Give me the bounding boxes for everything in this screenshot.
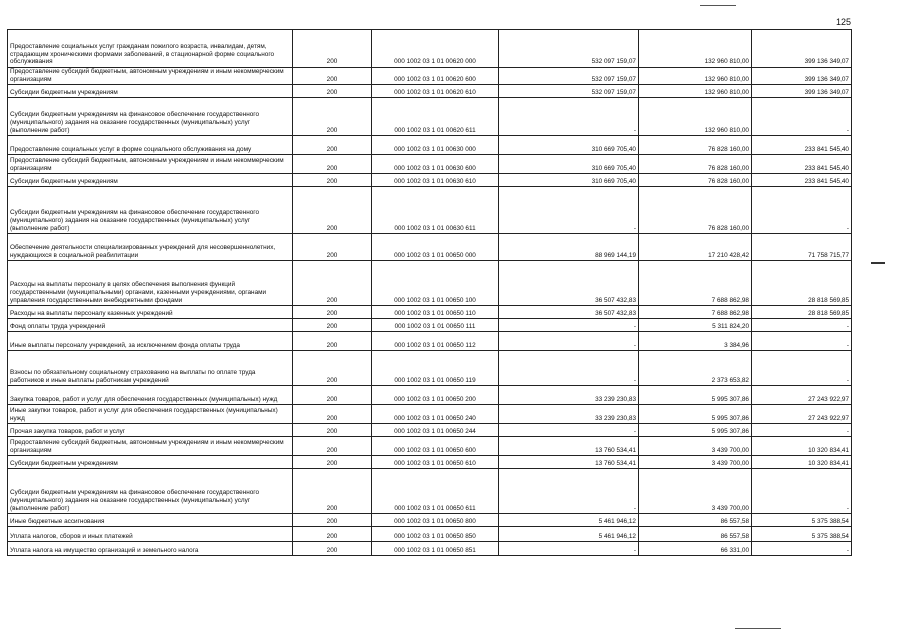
row-executed-amount: 3 439 700,00 xyxy=(639,456,752,469)
row-unexecuted-amount: - xyxy=(752,469,852,514)
row-approved-amount: - xyxy=(499,351,639,386)
table-row xyxy=(8,527,852,542)
row-executed-amount: 86 557,58 xyxy=(639,527,752,542)
row-name: Предоставление субсидий бюджетным, автономным учреждениям и иным некоммерческим организациям xyxy=(8,155,293,174)
row-classification-code: 000 1002 03 1 01 00650 200 xyxy=(372,386,499,405)
row-executed-amount: 76 828 160,00 xyxy=(639,187,752,234)
row-code: 200 xyxy=(293,469,372,514)
row-executed-amount: 2 373 653,82 xyxy=(639,351,752,386)
table-row xyxy=(8,306,852,319)
table-row xyxy=(8,437,852,456)
row-classification-code: 000 1002 03 1 01 00650 611 xyxy=(372,469,499,514)
top-scan-line xyxy=(700,5,736,6)
row-approved-amount: 13 760 534,41 xyxy=(499,437,639,456)
row-name: Предоставление социальных услуг гражданам пожилого возраста, инвалидам, детям, страдающим хроническими формами заболеваний, в стационарной форме социального обслуживания xyxy=(8,30,293,68)
row-name: Обеспечение деятельности специализированных учреждений для несовершеннолетних, нуждающихся в социальной реабилитации xyxy=(8,234,293,261)
table-row xyxy=(8,187,852,234)
row-classification-code: 000 1002 03 1 01 00620 600 xyxy=(372,68,499,85)
row-code: 200 xyxy=(293,155,372,174)
row-unexecuted-amount: - xyxy=(752,542,852,556)
row-name: Субсидии бюджетным учреждениям xyxy=(8,456,293,469)
row-approved-amount: 310 669 705,40 xyxy=(499,155,639,174)
row-unexecuted-amount: 399 136 349,07 xyxy=(752,68,852,85)
table-row xyxy=(8,469,852,514)
row-approved-amount: 5 461 946,12 xyxy=(499,527,639,542)
table-row xyxy=(8,155,852,174)
row-name: Закупка товаров, работ и услуг для обеспечения государственных (муниципальных) нужд xyxy=(8,386,293,405)
table-row xyxy=(8,424,852,437)
row-name: Субсидии бюджетным учреждениям на финансовое обеспечение государственного (муниципального) задания на оказание государственных (муниципальных) услуг (выполнение работ) xyxy=(8,187,293,234)
row-code: 200 xyxy=(293,542,372,556)
table-body xyxy=(8,30,852,556)
row-classification-code: 000 1002 03 1 01 00630 610 xyxy=(372,174,499,187)
table-row xyxy=(8,386,852,405)
row-classification-code: 000 1002 03 1 01 00650 244 xyxy=(372,424,499,437)
row-approved-amount: 532 097 159,07 xyxy=(499,30,639,68)
row-name: Иные бюджетные ассигнования xyxy=(8,514,293,527)
row-code: 200 xyxy=(293,261,372,306)
row-executed-amount: 132 960 810,00 xyxy=(639,98,752,136)
row-approved-amount: - xyxy=(499,469,639,514)
row-approved-amount: 532 097 159,07 xyxy=(499,85,639,98)
row-approved-amount: - xyxy=(499,187,639,234)
row-code: 200 xyxy=(293,174,372,187)
row-approved-amount: 5 461 946,12 xyxy=(499,514,639,527)
row-classification-code: 000 1002 03 1 01 00650 240 xyxy=(372,405,499,424)
table-row xyxy=(8,405,852,424)
row-executed-amount: 7 688 862,98 xyxy=(639,261,752,306)
row-executed-amount: 3 384,96 xyxy=(639,332,752,351)
table-row xyxy=(8,68,852,85)
row-unexecuted-amount: - xyxy=(752,351,852,386)
bottom-scan-line xyxy=(735,628,781,629)
row-unexecuted-amount: 399 136 349,07 xyxy=(752,85,852,98)
row-code: 200 xyxy=(293,437,372,456)
row-name: Предоставление субсидий бюджетным, автономным учреждениям и иным некоммерческим организациям xyxy=(8,68,293,85)
row-executed-amount: 3 439 700,00 xyxy=(639,469,752,514)
row-approved-amount: 33 239 230,83 xyxy=(499,405,639,424)
row-executed-amount: 7 688 862,98 xyxy=(639,306,752,319)
row-unexecuted-amount: - xyxy=(752,187,852,234)
row-code: 200 xyxy=(293,386,372,405)
row-unexecuted-amount: - xyxy=(752,424,852,437)
row-classification-code: 000 1002 03 1 01 00620 000 xyxy=(372,30,499,68)
row-code: 200 xyxy=(293,332,372,351)
row-approved-amount: - xyxy=(499,319,639,332)
row-approved-amount: 33 239 230,83 xyxy=(499,386,639,405)
row-classification-code: 000 1002 03 1 01 00620 611 xyxy=(372,98,499,136)
row-unexecuted-amount: 27 243 922,97 xyxy=(752,386,852,405)
row-approved-amount: 36 507 432,83 xyxy=(499,306,639,319)
row-approved-amount: 310 669 705,40 xyxy=(499,136,639,155)
row-unexecuted-amount: - xyxy=(752,332,852,351)
margin-mark xyxy=(871,262,885,264)
row-name: Уплата налогов, сборов и иных платежей xyxy=(8,527,293,542)
row-classification-code: 000 1002 03 1 01 00650 111 xyxy=(372,319,499,332)
row-executed-amount: 5 995 307,86 xyxy=(639,424,752,437)
row-code: 200 xyxy=(293,30,372,68)
row-name: Взносы по обязательному социальному страхованию на выплаты по оплате труда работников и иные выплаты работникам учреждений xyxy=(8,351,293,386)
row-classification-code: 000 1002 03 1 01 00650 800 xyxy=(372,514,499,527)
row-classification-code: 000 1002 03 1 01 00650 600 xyxy=(372,437,499,456)
row-executed-amount: 76 828 160,00 xyxy=(639,136,752,155)
row-name: Субсидии бюджетным учреждениям xyxy=(8,174,293,187)
table-row xyxy=(8,456,852,469)
row-unexecuted-amount: 233 841 545,40 xyxy=(752,155,852,174)
row-unexecuted-amount: 5 375 388,54 xyxy=(752,514,852,527)
row-executed-amount: 76 828 160,00 xyxy=(639,155,752,174)
table-row xyxy=(8,136,852,155)
row-classification-code: 000 1002 03 1 01 00650 610 xyxy=(372,456,499,469)
row-unexecuted-amount: 27 243 922,97 xyxy=(752,405,852,424)
row-code: 200 xyxy=(293,98,372,136)
row-unexecuted-amount: - xyxy=(752,98,852,136)
row-approved-amount: 532 097 159,07 xyxy=(499,68,639,85)
row-code: 200 xyxy=(293,351,372,386)
row-executed-amount: 5 311 824,20 xyxy=(639,319,752,332)
page-number: 125 xyxy=(836,17,852,27)
row-name: Иные закупки товаров, работ и услуг для обеспечения государственных (муниципальных) нужд xyxy=(8,405,293,424)
row-unexecuted-amount: 10 320 834,41 xyxy=(752,456,852,469)
row-code: 200 xyxy=(293,405,372,424)
row-name: Субсидии бюджетным учреждениям xyxy=(8,85,293,98)
row-executed-amount: 17 210 428,42 xyxy=(639,234,752,261)
row-classification-code: 000 1002 03 1 01 00650 110 xyxy=(372,306,499,319)
row-executed-amount: 5 995 307,86 xyxy=(639,386,752,405)
row-unexecuted-amount: 233 841 545,40 xyxy=(752,174,852,187)
row-classification-code: 000 1002 03 1 01 00630 600 xyxy=(372,155,499,174)
row-name: Расходы на выплаты персоналу казенных учреждений xyxy=(8,306,293,319)
row-classification-code: 000 1002 03 1 01 00650 850 xyxy=(372,527,499,542)
row-classification-code: 000 1002 03 1 01 00630 000 xyxy=(372,136,499,155)
row-approved-amount: - xyxy=(499,332,639,351)
row-approved-amount: - xyxy=(499,98,639,136)
row-executed-amount: 76 828 160,00 xyxy=(639,174,752,187)
row-unexecuted-amount: 71 758 715,77 xyxy=(752,234,852,261)
row-approved-amount: 36 507 432,83 xyxy=(499,261,639,306)
row-name: Фонд оплаты труда учреждений xyxy=(8,319,293,332)
row-executed-amount: 132 960 810,00 xyxy=(639,30,752,68)
table-row xyxy=(8,351,852,386)
row-unexecuted-amount: 233 841 545,40 xyxy=(752,136,852,155)
budget-execution-table xyxy=(7,29,852,556)
row-unexecuted-amount: 5 375 388,54 xyxy=(752,527,852,542)
row-executed-amount: 86 557,58 xyxy=(639,514,752,527)
table-row xyxy=(8,30,852,68)
row-name: Расходы на выплаты персоналу в целях обеспечения выполнения функций государственными (муниципальными) органами, казенными учреждениями, органами управления государственными внебюджетными фондами xyxy=(8,261,293,306)
row-code: 200 xyxy=(293,85,372,98)
table-row xyxy=(8,332,852,351)
row-executed-amount: 132 960 810,00 xyxy=(639,68,752,85)
row-approved-amount: 13 760 534,41 xyxy=(499,456,639,469)
row-name: Предоставление социальных услуг в форме социального обслуживания на дому xyxy=(8,136,293,155)
row-classification-code: 000 1002 03 1 01 00650 119 xyxy=(372,351,499,386)
row-name: Субсидии бюджетным учреждениям на финансовое обеспечение государственного (муниципального) задания на оказание государственных (муниципальных) услуг (выполнение работ) xyxy=(8,469,293,514)
row-code: 200 xyxy=(293,527,372,542)
row-name: Уплата налога на имущество организаций и земельного налога xyxy=(8,542,293,556)
row-name: Прочая закупка товаров, работ и услуг xyxy=(8,424,293,437)
row-approved-amount: 88 969 144,19 xyxy=(499,234,639,261)
row-unexecuted-amount: 28 818 569,85 xyxy=(752,306,852,319)
table-row xyxy=(8,261,852,306)
row-unexecuted-amount: - xyxy=(752,319,852,332)
row-executed-amount: 66 331,00 xyxy=(639,542,752,556)
table-row xyxy=(8,85,852,98)
row-classification-code: 000 1002 03 1 01 00650 851 xyxy=(372,542,499,556)
row-code: 200 xyxy=(293,514,372,527)
row-code: 200 xyxy=(293,68,372,85)
table-row xyxy=(8,234,852,261)
table-row xyxy=(8,319,852,332)
row-classification-code: 000 1002 03 1 01 00650 000 xyxy=(372,234,499,261)
row-approved-amount: 310 669 705,40 xyxy=(499,174,639,187)
row-approved-amount: - xyxy=(499,542,639,556)
row-executed-amount: 132 960 810,00 xyxy=(639,85,752,98)
row-classification-code: 000 1002 03 1 01 00650 100 xyxy=(372,261,499,306)
row-executed-amount: 3 439 700,00 xyxy=(639,437,752,456)
row-code: 200 xyxy=(293,424,372,437)
table-row xyxy=(8,98,852,136)
row-name: Субсидии бюджетным учреждениям на финансовое обеспечение государственного (муниципального) задания на оказание государственных (муниципальных) услуг (выполнение работ) xyxy=(8,98,293,136)
row-code: 200 xyxy=(293,306,372,319)
row-classification-code: 000 1002 03 1 01 00620 610 xyxy=(372,85,499,98)
row-classification-code: 000 1002 03 1 01 00650 112 xyxy=(372,332,499,351)
row-name: Предоставление субсидий бюджетным, автономным учреждениям и иным некоммерческим организациям xyxy=(8,437,293,456)
row-name: Иные выплаты персоналу учреждений, за исключением фонда оплаты труда xyxy=(8,332,293,351)
row-code: 200 xyxy=(293,319,372,332)
row-code: 200 xyxy=(293,456,372,469)
row-code: 200 xyxy=(293,136,372,155)
row-code: 200 xyxy=(293,234,372,261)
row-unexecuted-amount: 10 320 834,41 xyxy=(752,437,852,456)
row-unexecuted-amount: 28 818 569,85 xyxy=(752,261,852,306)
row-executed-amount: 5 995 307,86 xyxy=(639,405,752,424)
row-unexecuted-amount: 399 136 349,07 xyxy=(752,30,852,68)
row-classification-code: 000 1002 03 1 01 00630 611 xyxy=(372,187,499,234)
table-row xyxy=(8,514,852,527)
row-code: 200 xyxy=(293,187,372,234)
table-row xyxy=(8,174,852,187)
table-row xyxy=(8,542,852,556)
row-approved-amount: - xyxy=(499,424,639,437)
